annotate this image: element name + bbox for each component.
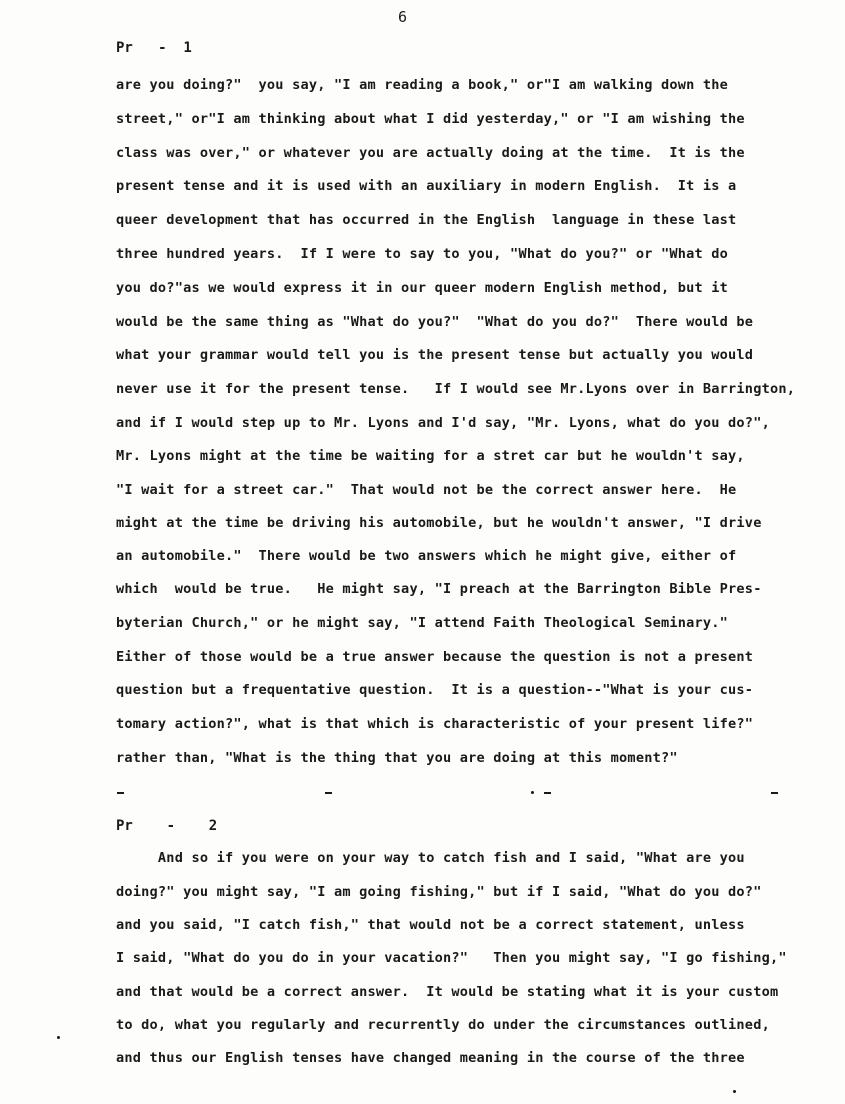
text-line: doing?" you might say, "I am going fishing," but if I said, "What do you do?" xyxy=(116,884,762,900)
text-line: tomary action?", what is that which is characteristic of your present life?" xyxy=(116,716,754,732)
text-line: you do?"as we would express it in our queer modern English method, but it xyxy=(116,280,729,296)
page-number: 6 xyxy=(398,8,408,26)
text-line: Mr. Lyons might at the time be waiting for a stret car but he wouldn't say, xyxy=(116,448,745,464)
section-label-2: Pr - 2 xyxy=(116,818,218,834)
text-line: never use it for the present tense. If I would see Mr.Lyons over in Barrington, xyxy=(116,381,796,397)
divider-mark xyxy=(544,792,551,794)
text-line: which would be true. He might say, "I preach at the Barrington Bible Pres- xyxy=(116,581,762,597)
divider-mark xyxy=(117,792,124,794)
text-line: question but a frequentative question. It is a question--"What is your cus- xyxy=(116,682,754,698)
text-line: And so if you were on your way to catch fish and I said, "What are you xyxy=(116,850,745,866)
text-line: byterian Church," or he might say, "I attend Faith Theological Seminary." xyxy=(116,615,729,631)
margin-dot xyxy=(733,1090,736,1093)
text-line: street," or"I am thinking about what I did yesterday," or "I am wishing the xyxy=(116,111,745,127)
text-line: what your grammar would tell you is the present tense but actually you would xyxy=(116,347,754,363)
divider-dot xyxy=(531,791,534,794)
margin-dot xyxy=(57,1036,60,1039)
text-line: class was over," or whatever you are actually doing at the time. It is the xyxy=(116,145,745,161)
divider-mark xyxy=(325,792,332,794)
text-line: Either of those would be a true answer because the question is not a present xyxy=(116,649,754,665)
text-line: I said, "What do you do in your vacation?" Then you might say, "I go fishing," xyxy=(116,950,787,966)
text-line: and that would be a correct answer. It would be stating what it is your custom xyxy=(116,984,779,1000)
text-line: "I wait for a street car." That would not be the correct answer here. He xyxy=(116,482,737,498)
text-line: might at the time be driving his automobile, but he wouldn't answer, "I drive xyxy=(116,515,762,531)
text-line: rather than, "What is the thing that you are doing at this moment?" xyxy=(116,750,678,766)
text-line: queer development that has occurred in the English language in these last xyxy=(116,212,737,228)
section-label-1: Pr - 1 xyxy=(116,40,192,56)
text-line: and you said, "I catch fish," that would not be a correct statement, unless xyxy=(116,917,745,933)
text-line: would be the same thing as "What do you?" "What do you do?" There would be xyxy=(116,314,754,330)
text-line: to do, what you regularly and recurrently do under the circumstances outlined, xyxy=(116,1017,770,1033)
text-line: an automobile." There would be two answers which he might give, either of xyxy=(116,548,737,564)
text-line: are you doing?" you say, "I am reading a book," or"I am walking down the xyxy=(116,77,729,93)
text-line: three hundred years. If I were to say to you, "What do you?" or "What do xyxy=(116,246,729,262)
text-line: and thus our English tenses have changed meaning in the course of the three xyxy=(116,1050,745,1066)
text-line: and if I would step up to Mr. Lyons and I'd say, "Mr. Lyons, what do you do?", xyxy=(116,415,770,431)
text-line: present tense and it is used with an auxiliary in modern English. It is a xyxy=(116,178,737,194)
divider-mark xyxy=(771,792,778,794)
